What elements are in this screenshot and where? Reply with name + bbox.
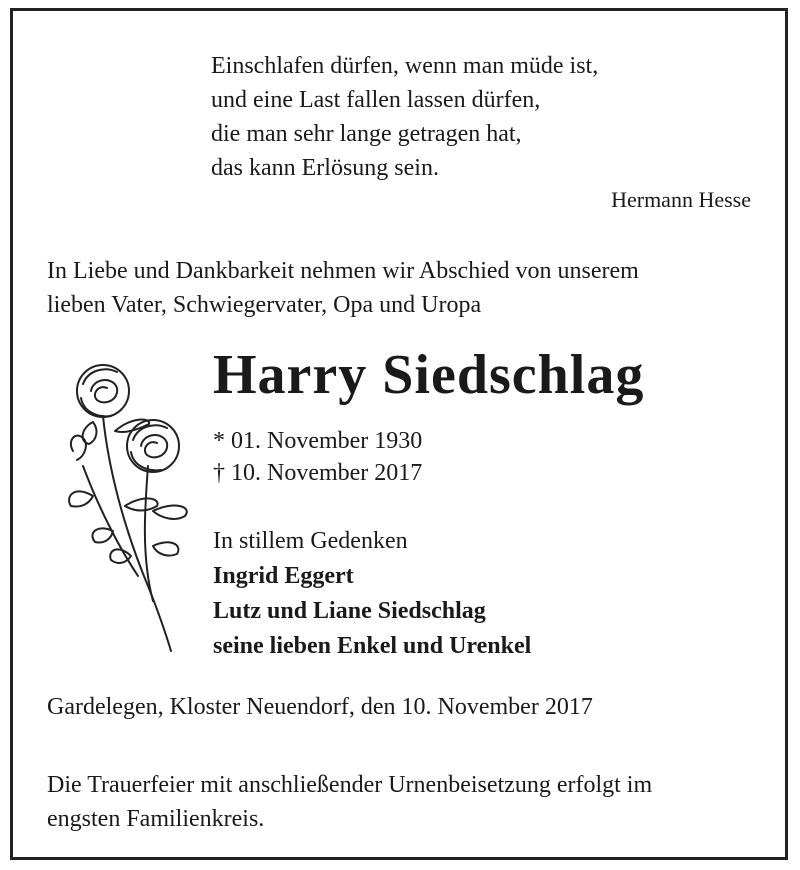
life-dates (213, 425, 422, 489)
poem-line: das kann Erlösung sein. (211, 155, 439, 181)
intro-text (47, 254, 639, 322)
mourner-name: Lutz und Liane Siedschlag (213, 598, 486, 624)
birth-date: * 01. November 1930 (213, 428, 423, 454)
mourner-name: seine lieben Enkel und Urenkel (213, 633, 532, 659)
note-line: Die Trauerfeier mit anschließender Urnenbeisetzung erfolgt im (47, 772, 653, 798)
poem-quote (211, 49, 598, 185)
mourner-name: Ingrid Eggert (213, 563, 354, 589)
intro-line: In Liebe und Dankbarkeit nehmen wir Abschied von unserem (47, 258, 639, 284)
poem-line: Einschlafen dürfen, wenn man müde ist, (211, 53, 599, 79)
place-and-date: Gardelegen, Kloster Neuendorf, den 10. November 2017 (47, 694, 593, 720)
funeral-note (47, 768, 652, 836)
mourners-heading: In stillem Gedenken (213, 528, 408, 554)
poem-line: die man sehr lange getragen hat, (211, 121, 522, 147)
death-date: † 10. November 2017 (213, 460, 423, 486)
mourners-block (213, 524, 531, 664)
note-line: engsten Familienkreis. (47, 806, 265, 832)
deceased-name: Harry Siedschlag (213, 344, 645, 406)
poem-author: Hermann Hesse (611, 187, 751, 212)
intro-line: lieben Vater, Schwiegervater, Opa und Uropa (47, 292, 482, 318)
poem-line: und eine Last fallen lassen dürfen, (211, 87, 541, 113)
rose-bouquet-icon (53, 356, 203, 656)
obituary-notice (10, 8, 788, 860)
